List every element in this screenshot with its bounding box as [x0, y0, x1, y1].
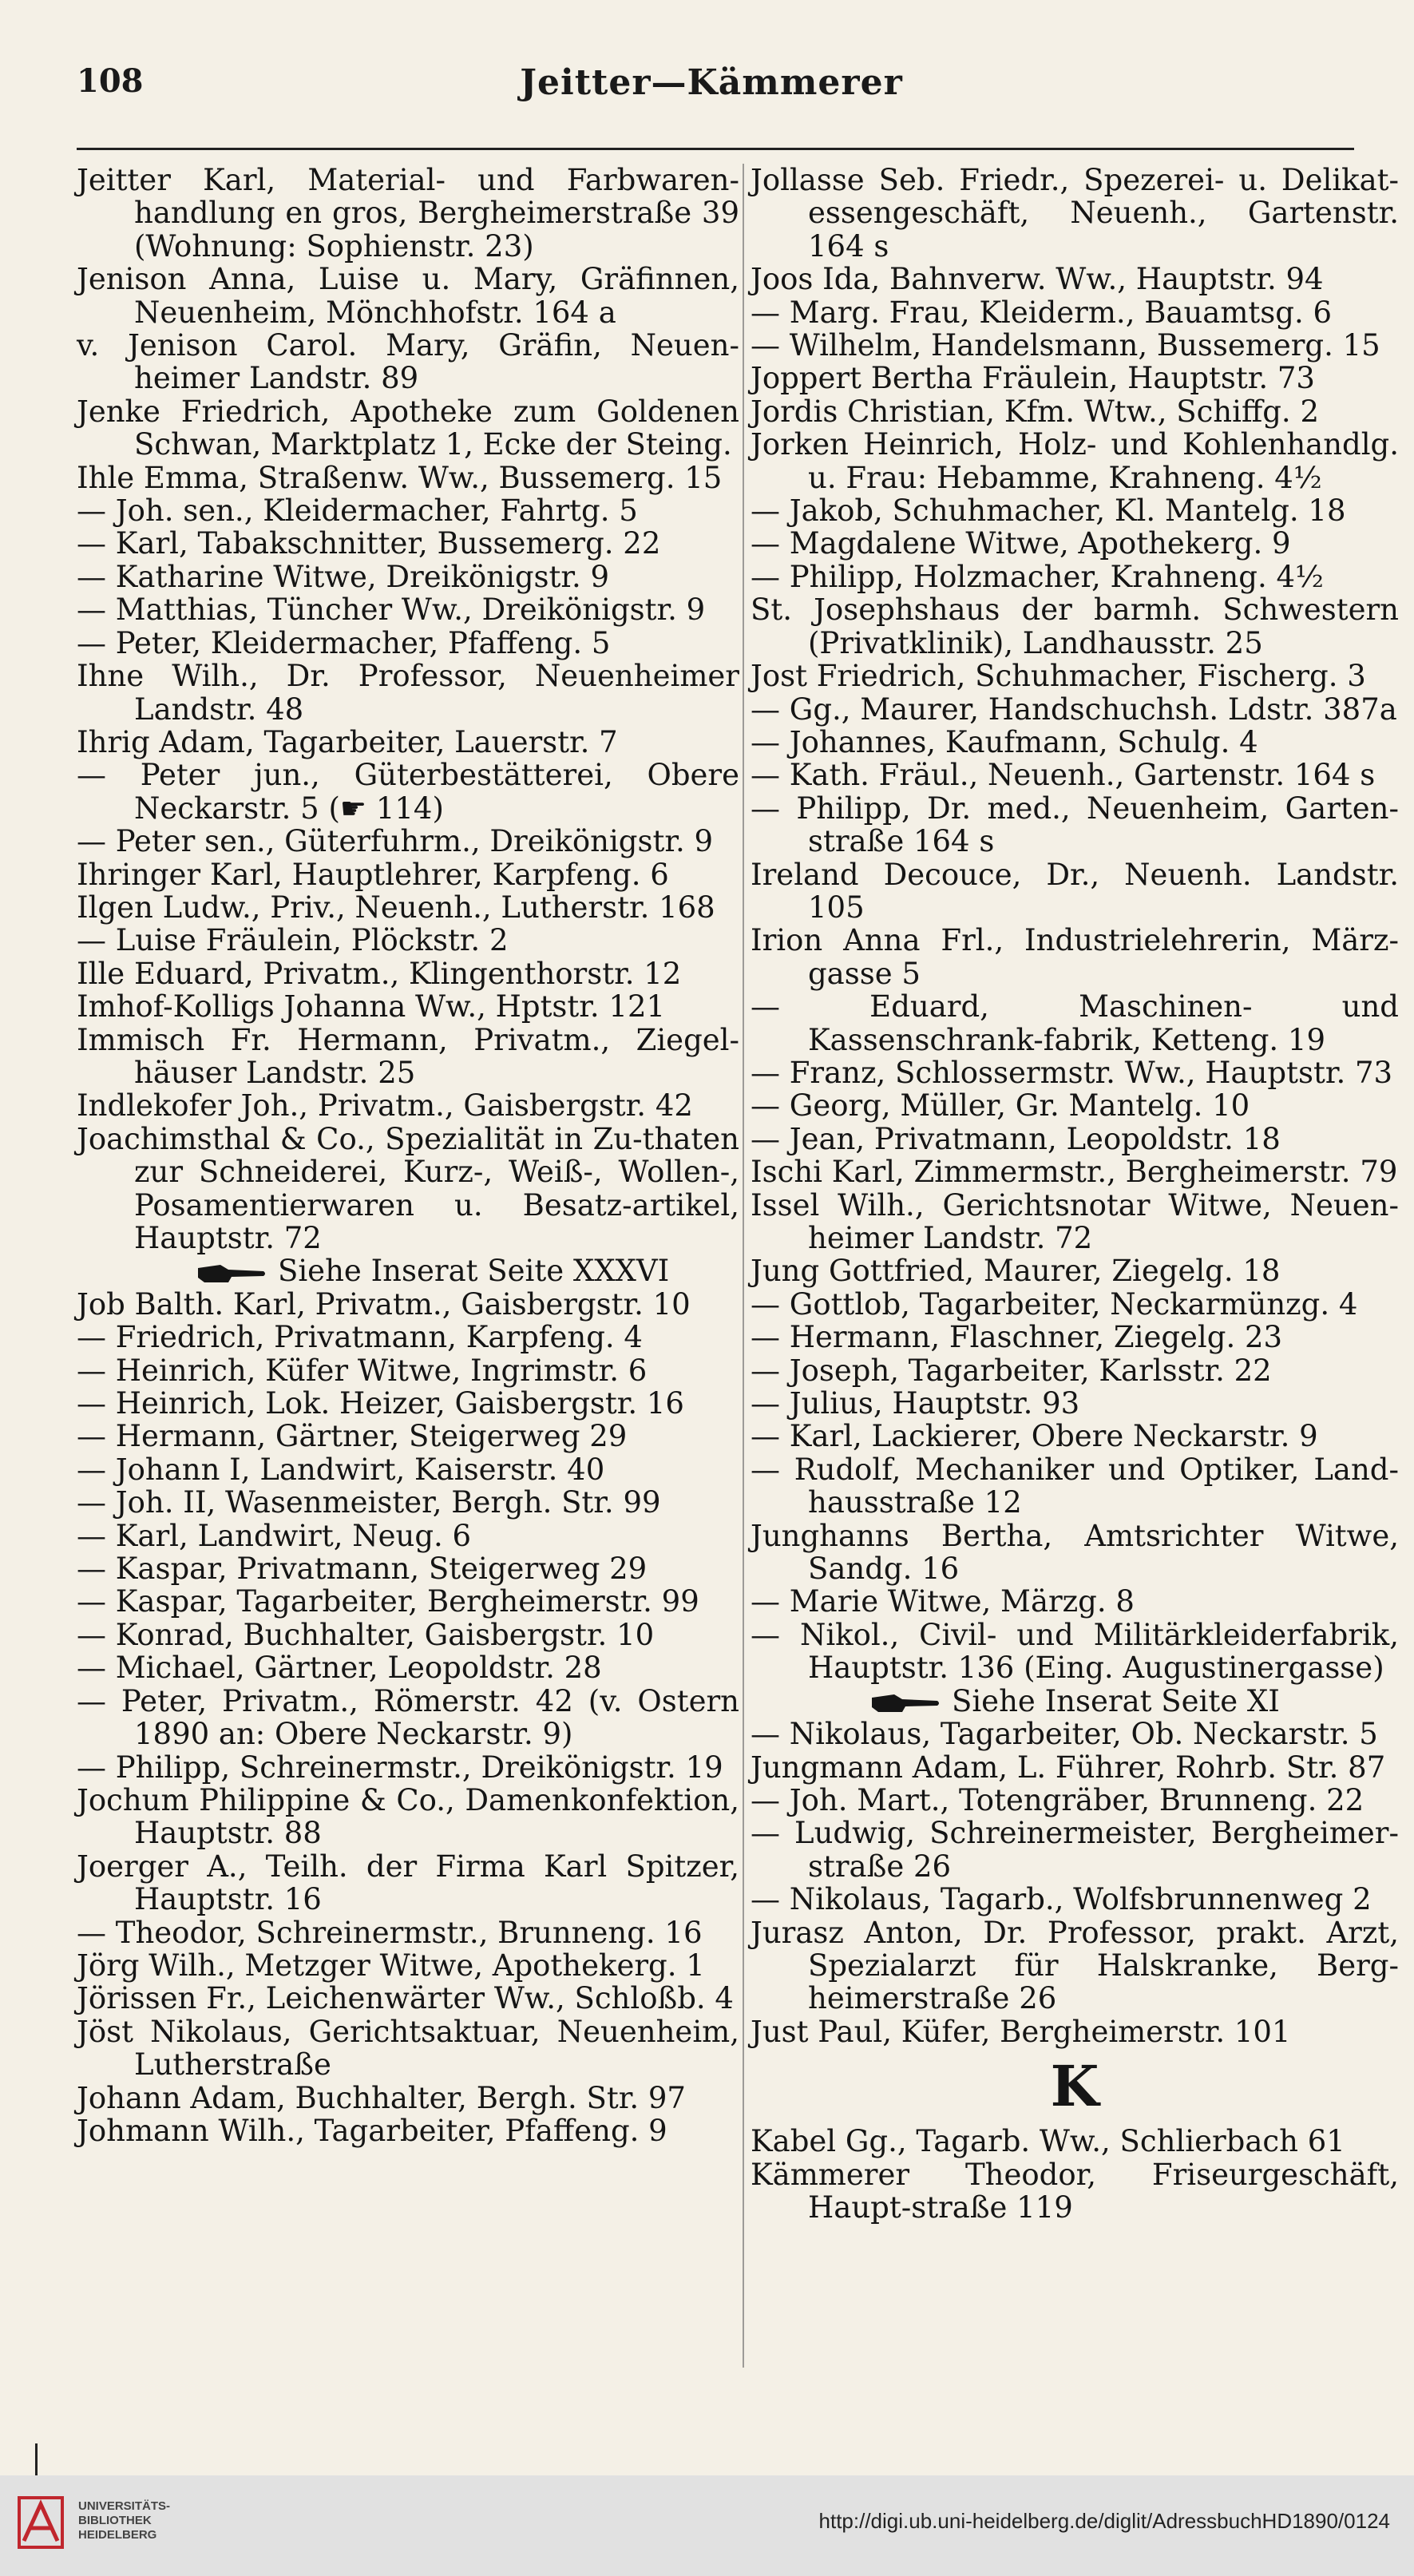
directory-entry: [751, 1354, 1399, 1387]
note-text: Siehe Inserat Seite XI: [952, 1683, 1280, 1718]
entry-text: — Peter, Kleidermacher, Pfaffeng. 5: [77, 625, 611, 660]
directory-entry: [77, 858, 739, 891]
entry-text: Jost Friedrich, Schuhmacher, Fischerg. 3: [751, 659, 1366, 694]
directory-entry: [751, 924, 1399, 990]
page-number: 108: [77, 62, 144, 100]
note-text: Siehe Inserat Seite XXXVI: [278, 1254, 670, 1289]
entry-text: — Heinrich, Küfer Witwe, Ingrimstr. 6: [77, 1353, 648, 1388]
directory-entry: [77, 2082, 739, 2114]
entry-text: Joerger A., Teilh. der Firma Karl Spitzer, Hauptstr. 16: [77, 1849, 739, 1917]
directory-entry: [77, 1089, 739, 1122]
directory-entry: [77, 1288, 739, 1321]
entry-text: — Julius, Hauptstr. 93: [751, 1386, 1080, 1421]
directory-entry: [77, 990, 739, 1023]
directory-entry: [751, 792, 1399, 858]
entry-text: — Kaspar, Tagarbeiter, Bergheimerstr. 99: [77, 1584, 699, 1619]
entry-text: Jöst Nikolaus, Gerichtsaktuar, Neuenheim, Lutherstraße: [77, 2014, 739, 2083]
entry-text: Ihrig Adam, Tagarbeiter, Lauerstr. 7: [77, 724, 618, 759]
directory-entry: [77, 1354, 739, 1387]
entry-text: Kämmerer Theodor, Friseurgeschäft, Haupt-straße 119: [751, 2157, 1399, 2225]
entry-text: — Katharine Witwe, Dreikönigstr. 9: [77, 559, 610, 594]
entry-text: Jung Gottfried, Maurer, Ziegelg. 18: [751, 1254, 1281, 1289]
directory-entry: [751, 660, 1399, 692]
entry-text: — Wilhelm, Handelsmann, Bussemerg. 15: [751, 328, 1380, 363]
directory-entry: [77, 891, 739, 924]
directory-entry: [751, 1520, 1399, 1586]
directory-entry: [751, 263, 1399, 295]
entry-text: Ihle Emma, Straßenw. Ww., Bussemerg. 15: [77, 460, 723, 495]
directory-entry: [751, 494, 1399, 527]
entry-text: Jurasz Anton, Dr. Professor, prakt. Arzt, Spezialarzt für Halskranke, Berg-heimerstraße 26: [751, 1915, 1399, 2016]
directory-entry: [77, 329, 739, 395]
entry-text: — Philipp, Dr. med., Neuenheim, Garten-straße 164 s: [751, 791, 1399, 859]
directory-entry: [751, 1585, 1399, 1618]
directory-entry: [751, 693, 1399, 726]
directory-entry: [751, 296, 1399, 329]
left-column: [77, 164, 739, 2147]
entry-text: Imhof-Kolligs Johanna Ww., Hptstr. 121: [77, 989, 666, 1024]
column-divider: [743, 164, 744, 2368]
directory-entry: [751, 1883, 1399, 1916]
directory-entry: [751, 1056, 1399, 1089]
directory-entry: [751, 990, 1399, 1056]
entry-text: Just Paul, Küfer, Bergheimerstr. 101: [751, 2014, 1291, 2049]
entry-text: Jeitter Karl, Material- und Farbwaren-handlung en gros, Bergheimerstraße 39 (Wohnung: Sophienstr. 23): [77, 163, 739, 264]
directory-entry: [77, 2015, 739, 2082]
entry-text: Job Balth. Karl, Privatm., Gaisbergstr. 10: [77, 1286, 691, 1322]
header-rule: [77, 148, 1354, 150]
entry-text: — Joh. sen., Kleidermacher, Fahrtg. 5: [77, 493, 638, 529]
entry-text: Ireland Decouce, Dr., Neuenh. Landstr. 105: [751, 857, 1399, 925]
directory-entry: [751, 1254, 1399, 1287]
directory-entry: [77, 593, 739, 626]
entry-text: — Luise Fräulein, Plöckstr. 2: [77, 923, 509, 958]
directory-entry: [751, 1420, 1399, 1452]
entry-text: — Nikolaus, Tagarbeiter, Ob. Neckarstr. 5: [751, 1717, 1378, 1752]
directory-entry: [751, 2125, 1399, 2158]
directory-entry: [77, 924, 739, 957]
entry-text: — Philipp, Schreinermstr., Dreikönigstr. 19: [77, 1750, 723, 1785]
directory-entry: [77, 164, 739, 263]
entry-text: Johmann Wilh., Tagarbeiter, Pfaffeng. 9: [77, 2113, 667, 2148]
directory-entry: [77, 395, 739, 462]
entry-text: Jörg Wilh., Metzger Witwe, Apothekerg. 1: [77, 1948, 705, 1983]
entry-text: — Jean, Privatmann, Leopoldstr. 18: [751, 1121, 1281, 1156]
entry-text: — Michael, Gärtner, Leopoldstr. 28: [77, 1651, 602, 1686]
entry-text: — Peter jun., Güterbestätterei, Obere Neckarstr. 5 (☛ 114): [77, 758, 739, 826]
directory-entry: [77, 1685, 739, 1751]
directory-entry: [751, 1321, 1399, 1353]
advert-reference: [751, 1685, 1399, 1718]
directory-entry: [751, 1189, 1399, 1255]
directory-entry: [77, 627, 739, 660]
advert-reference: [77, 1254, 739, 1287]
directory-entry: [77, 1619, 739, 1651]
entry-text: Ilgen Ludw., Priv., Neuenh., Lutherstr. 168: [77, 890, 715, 925]
entry-text: — Nikolaus, Tagarb., Wolfsbrunnenweg 2: [751, 1882, 1372, 1917]
directory-entry: [77, 1916, 739, 1949]
directory-entry: [77, 1784, 739, 1850]
directory-entry: [77, 1751, 739, 1784]
entry-text: — Marg. Frau, Kleiderm., Bauamtsg. 6: [751, 295, 1333, 330]
entry-text: — Hermann, Gärtner, Steigerweg 29: [77, 1419, 628, 1454]
entry-text: — Magdalene Witwe, Apothekerg. 9: [751, 526, 1291, 561]
right-column: [751, 164, 1399, 2224]
directory-entry: [751, 726, 1399, 759]
entry-text: — Joh. II, Wasenmeister, Bergh. Str. 99: [77, 1485, 661, 1520]
directory-entry: [751, 164, 1399, 263]
pointing-hand-icon: [196, 1262, 267, 1286]
directory-entry: [77, 1123, 739, 1255]
entry-text: — Eduard, Maschinen- und Kassenschrank-fabrik, Ketteng. 19: [751, 989, 1399, 1057]
directory-entry: [77, 1850, 739, 1916]
entry-text: Jollasse Seb. Friedr., Spezerei- u. Delikat-essengeschäft, Neuenh., Gartenstr. 164 s: [751, 163, 1399, 264]
directory-entry: [77, 825, 739, 858]
entry-text: — Gottlob, Tagarbeiter, Neckarmünzg. 4: [751, 1286, 1358, 1322]
entry-text: — Kath. Fräul., Neuenh., Gartenstr. 164 s: [751, 758, 1376, 793]
directory-entry: [77, 1486, 739, 1519]
entry-text: — Friedrich, Privatmann, Karpfeng. 4: [77, 1320, 643, 1355]
library-name-line: HEIDELBERG: [78, 2528, 157, 2542]
entry-text: Indlekofer Joh., Privatm., Gaisbergstr. 42: [77, 1088, 693, 1124]
entry-text: — Joseph, Tagarbeiter, Karlsstr. 22: [751, 1353, 1272, 1388]
directory-entry: [77, 1651, 739, 1684]
directory-entry: [751, 2158, 1399, 2225]
entry-text: Irion Anna Frl., Industrielehrerin, März-gasse 5: [751, 923, 1399, 991]
entry-text: — Jakob, Schuhmacher, Kl. Mantelg. 18: [751, 493, 1346, 529]
entry-text: — Johannes, Kaufmann, Schulg. 4: [751, 724, 1258, 759]
directory-entry: [751, 428, 1399, 494]
entry-text: — Matthias, Tüncher Ww., Dreikönigstr. 9: [77, 592, 706, 628]
entry-text: — Hermann, Flaschner, Ziegelg. 23: [751, 1320, 1283, 1355]
entry-text: — Philipp, Holzmacher, Krahneng. 4½: [751, 559, 1324, 594]
library-name-line: BIBLIOTHEK: [78, 2514, 152, 2527]
directory-entry: [751, 1155, 1399, 1188]
entry-text: — Theodor, Schreinermstr., Brunneng. 16: [77, 1915, 703, 1950]
entry-text: Jochum Philippine & Co., Damenkonfektion, Hauptstr. 88: [77, 1782, 739, 1851]
directory-entry: [751, 1718, 1399, 1750]
directory-entry: [751, 1784, 1399, 1817]
library-name: [78, 2499, 170, 2542]
directory-entry: [77, 759, 739, 825]
entry-text: Issel Wilh., Gerichtsnotar Witwe, Neuen-heimer Landstr. 72: [751, 1187, 1399, 1255]
directory-entry: [77, 1949, 739, 1982]
library-name-line: UNIVERSITÄTS-: [78, 2499, 171, 2513]
entry-text: Ille Eduard, Privatm., Klingenthorstr. 12: [77, 956, 682, 991]
directory-entry: [751, 1387, 1399, 1420]
entry-text: Joos Ida, Bahnverw. Ww., Hauptstr. 94: [751, 262, 1324, 297]
entry-text: — Ludwig, Schreinermeister, Bergheimer-straße 26: [751, 1816, 1399, 1884]
entry-text: — Marie Witwe, Märzg. 8: [751, 1584, 1135, 1619]
entry-text: — Konrad, Buchhalter, Gaisbergstr. 10: [77, 1617, 655, 1652]
entry-text: — Peter sen., Güterfuhrm., Dreikönigstr. 9: [77, 824, 714, 859]
directory-entry: [77, 1552, 739, 1585]
directory-entry: [751, 1817, 1399, 1883]
entry-text: Ihne Wilh., Dr. Professor, Neuenheimer Landstr. 48: [77, 659, 739, 727]
entry-text: — Georg, Müller, Gr. Mantelg. 10: [751, 1088, 1250, 1124]
entry-text: Kabel Gg., Tagarb. Ww., Schlierbach 61: [751, 2124, 1345, 2159]
directory-entry: [751, 1089, 1399, 1122]
directory-entry: [751, 593, 1399, 660]
letter-text: K: [1050, 2053, 1099, 2120]
directory-entry: [77, 1585, 739, 1618]
directory-entry: [77, 957, 739, 990]
entry-text: — Peter, Privatm., Römerstr. 42 (v. Ostern 1890 an: Obere Neckarstr. 9): [77, 1683, 739, 1752]
margin-mark: [35, 2443, 38, 2475]
directory-entry: [751, 1751, 1399, 1784]
directory-entry: [77, 660, 739, 726]
directory-entry: [77, 561, 739, 593]
directory-entry: [77, 1024, 739, 1090]
viewer-footer: [0, 2475, 1414, 2576]
directory-entry: [751, 1288, 1399, 1321]
entry-text: Johann Adam, Buchhalter, Bergh. Str. 97: [77, 2080, 686, 2115]
directory-entry: [751, 1619, 1399, 1685]
entry-text: St. Josephshaus der barmh. Schwestern (Privatklinik), Landhausstr. 25: [751, 592, 1399, 660]
section-letter: [751, 2055, 1399, 2118]
directory-entry: [751, 329, 1399, 362]
entry-text: Jenke Friedrich, Apotheke zum Goldenen Schwan, Marktplatz 1, Ecke der Steing.: [77, 394, 739, 462]
directory-entry: [77, 1321, 739, 1353]
entry-text: Jorken Heinrich, Holz- und Kohlenhandlg. u. Frau: Hebamme, Krahneng. 4½: [751, 427, 1399, 495]
directory-entry: [77, 263, 739, 329]
entry-text: — Karl, Lackierer, Obere Neckarstr. 9: [751, 1419, 1318, 1454]
directory-entry: [751, 858, 1399, 925]
entry-text: — Nikol., Civil- und Militärkleiderfabrik, Hauptstr. 136 (Eing. Augustinergasse): [751, 1617, 1399, 1686]
entry-text: — Karl, Landwirt, Neug. 6: [77, 1518, 472, 1553]
entry-text: Ischi Karl, Zimmermstr., Bergheimerstr. 79: [751, 1155, 1398, 1190]
entry-text: — Gg., Maurer, Handschuchsh. Ldstr. 387a: [751, 692, 1397, 727]
entry-text: — Rudolf, Mechaniker und Optiker, Land-hausstraße 12: [751, 1452, 1399, 1520]
entry-text: Immisch Fr. Hermann, Privatm., Ziegel-häuser Landstr. 25: [77, 1022, 739, 1090]
directory-entry: [751, 395, 1399, 428]
directory-entry: [751, 1916, 1399, 2015]
directory-entry: [751, 1453, 1399, 1520]
page-title: Jeitter—Kämmerer: [520, 62, 903, 103]
directory-entry: [77, 527, 739, 560]
entry-text: Junghanns Bertha, Amtsrichter Witwe, Sandg. 16: [751, 1518, 1399, 1587]
entry-text: — Karl, Tabakschnitter, Bussemerg. 22: [77, 526, 661, 561]
directory-entry: [77, 1387, 739, 1420]
entry-text: — Joh. Mart., Totengräber, Brunneng. 22: [751, 1782, 1364, 1817]
directory-entry: [77, 1420, 739, 1452]
directory-entry: [77, 494, 739, 527]
entry-text: Ihringer Karl, Hauptlehrer, Karpfeng. 6: [77, 857, 669, 892]
entry-text: Jörissen Fr., Leichenwärter Ww., Schloßb. 4: [77, 1981, 734, 2016]
entry-text: v. Jenison Carol. Mary, Gräfin, Neuen-heimer Landstr. 89: [77, 328, 739, 396]
university-seal-icon: [16, 2493, 65, 2552]
entry-text: Jenison Anna, Luise u. Mary, Gräfinnen, Neuenheim, Mönchhofstr. 164 a: [77, 262, 739, 330]
directory-entry: [77, 726, 739, 759]
directory-entry: [751, 1123, 1399, 1155]
directory-entry: [751, 759, 1399, 791]
directory-entry: [77, 1982, 739, 2015]
entry-text: Joppert Bertha Fräulein, Hauptstr. 73: [751, 361, 1315, 396]
entry-text: — Heinrich, Lok. Heizer, Gaisbergstr. 16: [77, 1386, 684, 1421]
directory-entry: [77, 2114, 739, 2147]
directory-entry: [77, 462, 739, 494]
entry-text: Jordis Christian, Kfm. Wtw., Schiffg. 2: [751, 394, 1319, 429]
pointing-hand-icon: [870, 1691, 941, 1715]
directory-entry: [751, 561, 1399, 593]
directory-entry: [751, 2015, 1399, 2048]
directory-entry: [751, 362, 1399, 394]
page-header: [77, 62, 1346, 118]
entry-text: Joachimsthal & Co., Spezialität in Zu-thaten zur Schneiderei, Kurz-, Weiß-, Wollen-, Posamentierwaren u. Besatz-artikel, Hauptstr. 72: [77, 1121, 739, 1255]
directory-entry: [751, 527, 1399, 560]
directory-entry: [77, 1520, 739, 1552]
directory-entry: [77, 1453, 739, 1486]
entry-text: — Johann I, Landwirt, Kaiserstr. 40: [77, 1452, 605, 1487]
entry-text: — Franz, Schlossermstr. Ww., Hauptstr. 73: [751, 1055, 1393, 1090]
source-url-link[interactable]: http://digi.ub.uni-heidelberg.de/diglit/AdressbuchHD1890/0124: [818, 2509, 1390, 2533]
entry-text: Jungmann Adam, L. Führer, Rohrb. Str. 87: [751, 1750, 1386, 1785]
entry-text: — Kaspar, Privatmann, Steigerweg 29: [77, 1552, 648, 1587]
